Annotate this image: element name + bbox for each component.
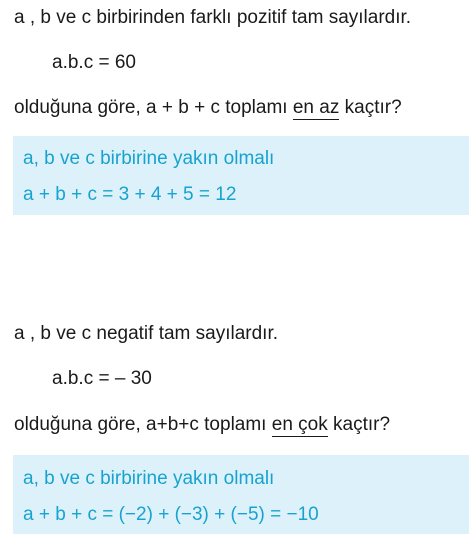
problem2-hint-line2: a + b + c = (−2) + (−3) + (−5) = −10 [23, 504, 319, 525]
problem2-hint-line1: a, b ve c birbirine yakın olmalı [23, 468, 275, 489]
problem2-statement: a , b ve c negatif tam sayılardır. [14, 323, 279, 344]
problem1-statement: a , b ve c birbirinden farklı pozitif tam sayılardır. [14, 7, 412, 28]
problem1-hint-line2: a + b + c = 3 + 4 + 5 = 12 [23, 184, 237, 205]
problem2-hint-box [13, 455, 469, 534]
problem1-equation: a.b.c = 60 [52, 52, 136, 73]
problem2-question-text: olduğuna göre, a+b+c toplamı [14, 414, 272, 435]
problem1-hint-box [13, 136, 469, 215]
problem1-emphasis: en az [292, 97, 340, 118]
problem1-question-end: kaçtır? [339, 97, 402, 118]
problem1-question [14, 97, 402, 119]
problem1-question-text: olduğuna göre, a + b + c toplamı [14, 97, 293, 118]
problem2-question [14, 414, 390, 436]
problem2-question-end: kaçtır? [327, 414, 391, 435]
problem1-hint-line1: a, b ve c birbirine yakın olmalı [23, 148, 275, 169]
problem2-emphasis: en çok [271, 414, 328, 435]
problem2-equation: a.b.c = – 30 [52, 368, 152, 389]
